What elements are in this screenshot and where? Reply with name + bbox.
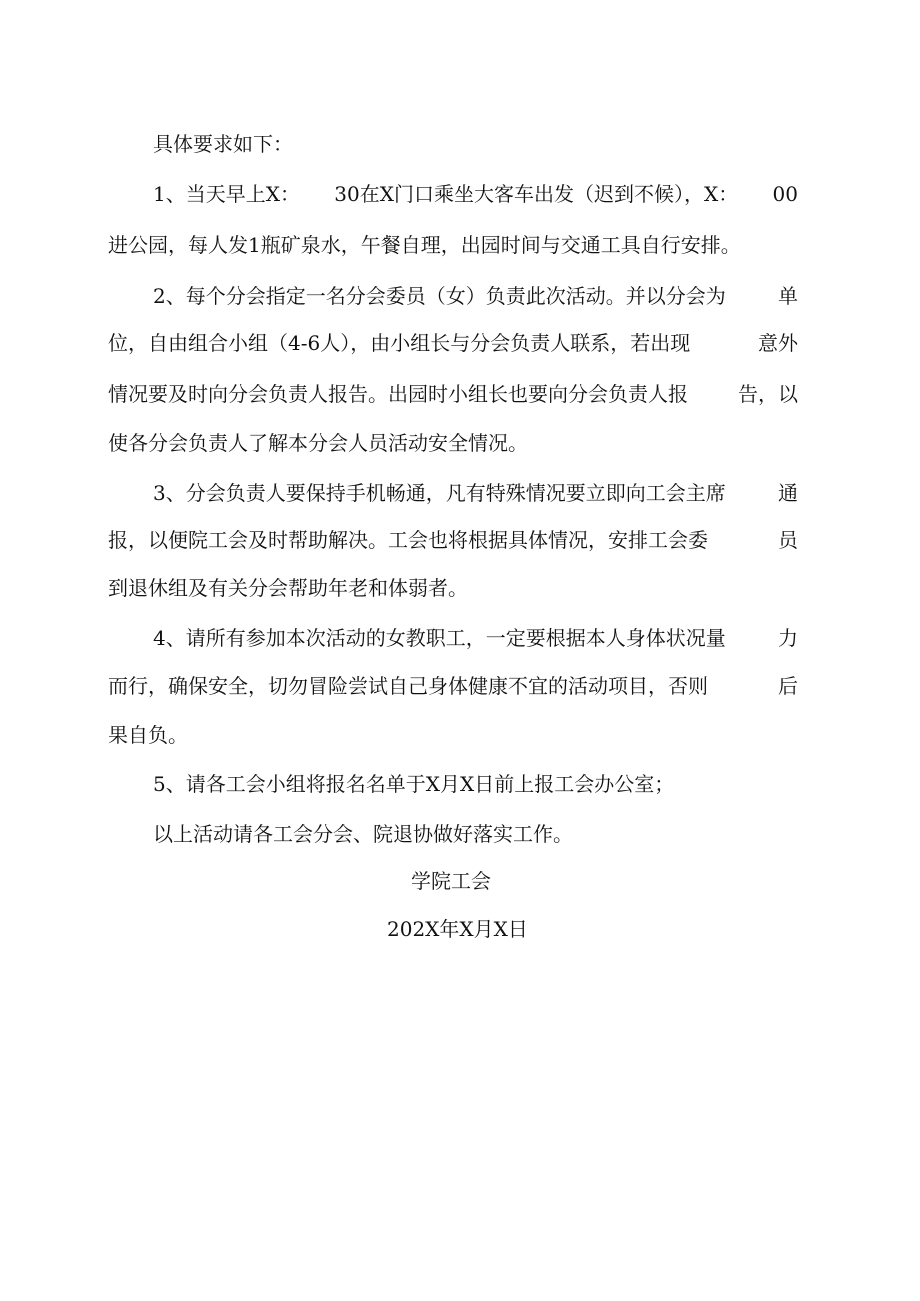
item-1-time-start: 1、当天早上X：: [153, 182, 300, 206]
item-4-line-1: [153, 626, 798, 650]
item-1-line-1: [153, 182, 798, 206]
item-3-line-1-text: 3、分会负责人要保持手机畅通，凡有特殊情况要立即向工会主席: [153, 481, 726, 505]
item-3-line-2-end: 员: [778, 528, 798, 552]
item-4-line-2-text: 而行，确保安全，切勿冒险尝试自己身体健康不宜的活动项目，否则: [108, 674, 708, 698]
item-2-line-2: [108, 331, 798, 355]
item-2-line-3-end: 告，以: [738, 382, 798, 406]
item-1-departure: 30在X门口乘坐大客车出发（迟到不候），X：: [334, 182, 739, 206]
item-3-line-2-text: 报，以便院工会及时帮助解决。工会也将根据具体情况，安排工会委: [108, 528, 708, 552]
item-3-line-1: [153, 481, 798, 505]
item-4-line-1-end: 力: [778, 626, 798, 650]
date: 202X年X月X日: [387, 917, 528, 941]
item-4-line-3: 果自负。: [108, 723, 188, 747]
item-5: 5、请各工会小组将报名名单于X月X日前上报工会办公室；: [153, 772, 675, 796]
item-2-line-1-end: 单: [778, 284, 798, 308]
item-2-line-1-text: 2、每个分会指定一名分会委员（女）负责此次活动。并以分会为: [153, 284, 726, 308]
item-4-line-2: [108, 674, 798, 698]
item-2-line-3-text: 情况要及时向分会负责人报告。出园时小组长也要向分会负责人报: [108, 382, 688, 406]
item-2-line-2-end: 意外: [758, 331, 798, 355]
closing-line: 以上活动请各工会分会、院退协做好落实工作。: [153, 822, 573, 846]
item-3-line-3: 到退休组及有关分会帮助年老和体弱者。: [108, 576, 468, 600]
item-3-line-1-end: 通: [778, 481, 798, 505]
heading: 具体要求如下：: [153, 132, 293, 156]
item-2-line-3: [108, 382, 798, 406]
item-2-line-1: [153, 284, 798, 308]
signature: 学院工会: [411, 869, 491, 893]
item-1-line-2: 进公园，每人发1瓶矿泉水，午餐自理，出园时间与交通工具自行安排。: [108, 233, 741, 257]
item-2-line-4: 使各分会负责人了解本分会人员活动安全情况。: [108, 431, 528, 455]
item-3-line-2: [108, 528, 798, 552]
item-4-line-2-end: 后: [778, 674, 798, 698]
item-2-line-2-text: 位，自由组合小组（4-6人），由小组长与分会负责人联系，若出现: [108, 331, 691, 355]
item-1-time-end: 00: [772, 182, 798, 206]
item-4-line-1-text: 4、请所有参加本次活动的女教职工，一定要根据本人身体状况量: [153, 626, 726, 650]
